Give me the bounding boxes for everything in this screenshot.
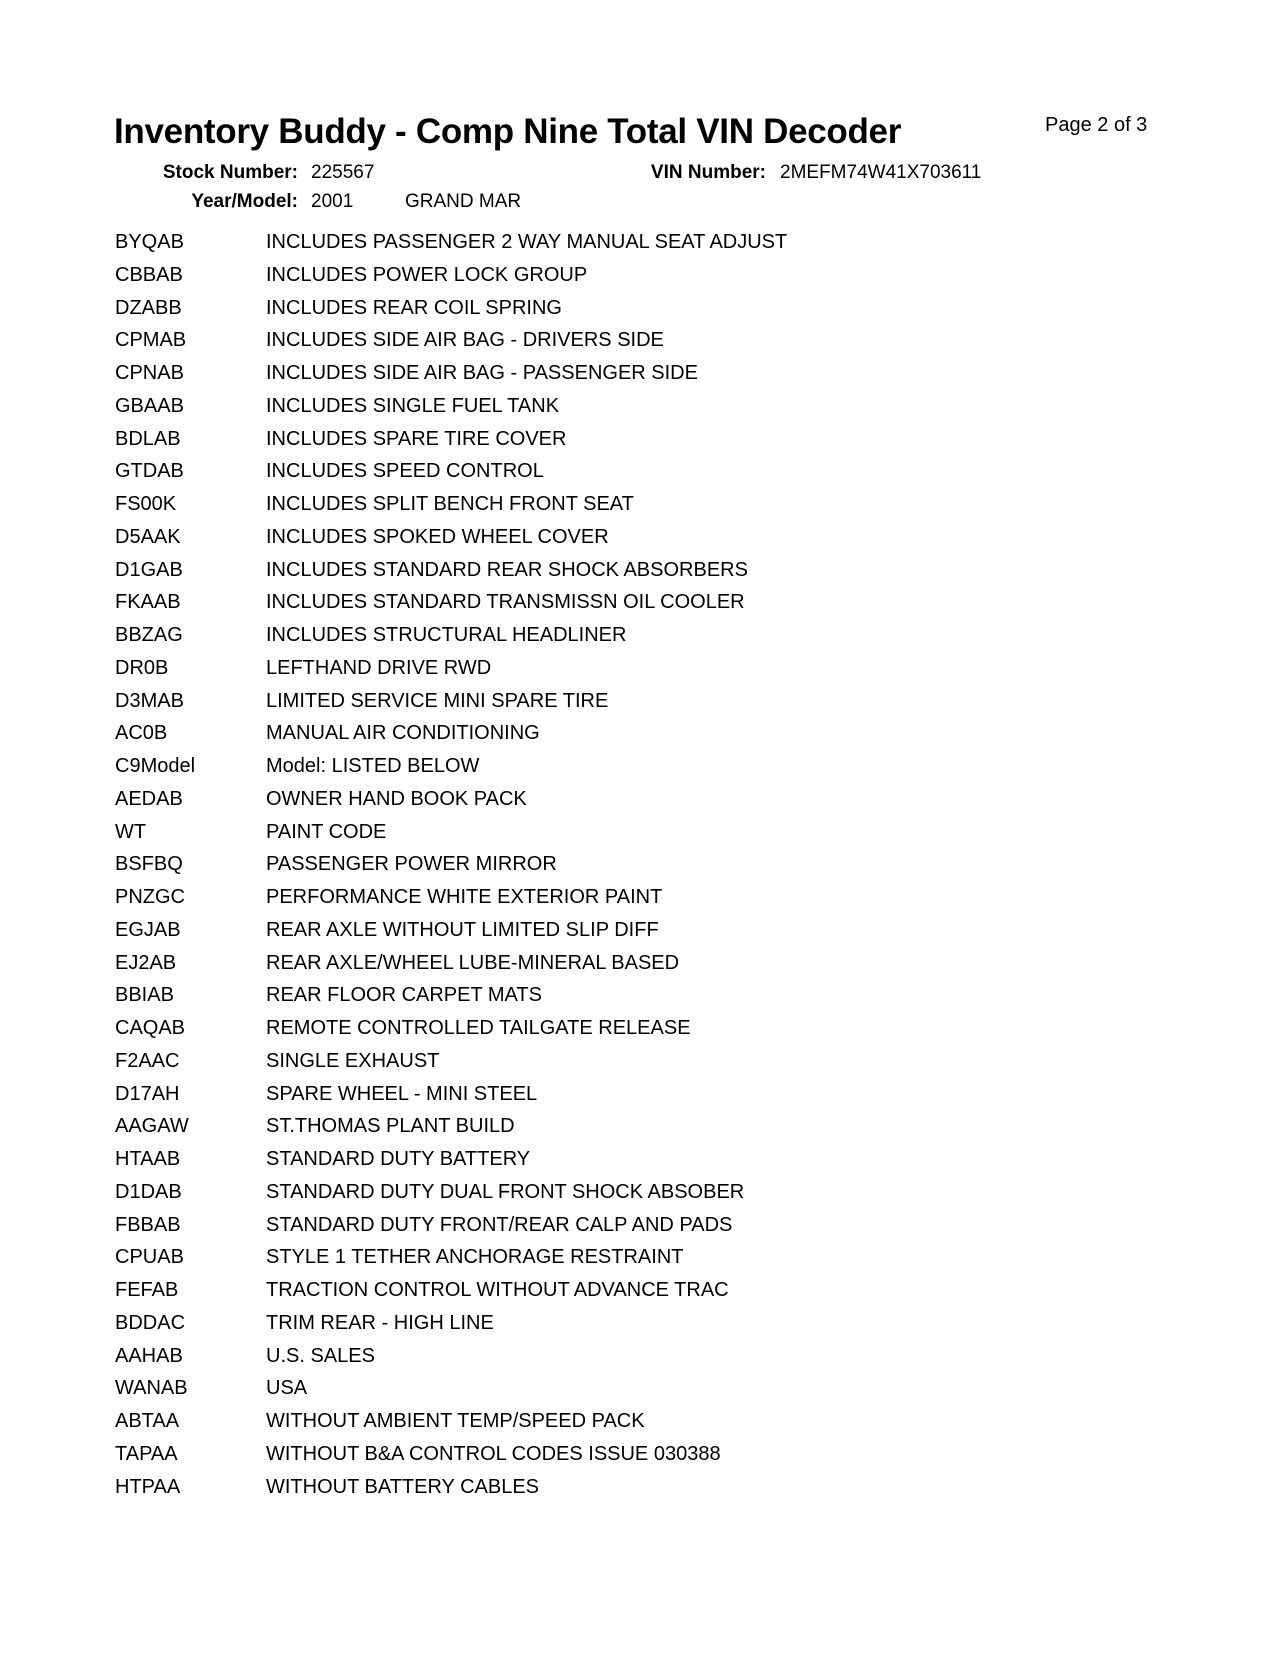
option-code: CPUAB [115, 1246, 184, 1269]
option-code: FKAAB [115, 591, 181, 614]
option-code: D5AAK [115, 525, 181, 548]
option-description: USA [266, 1377, 308, 1400]
option-description: INCLUDES STRUCTURAL HEADLINER [266, 624, 627, 646]
option-description: STANDARD DUTY BATTERY [266, 1148, 531, 1170]
option-code: CPMAB [115, 329, 187, 352]
option-description: WITHOUT AMBIENT TEMP/SPEED PACK [266, 1410, 645, 1432]
option-row [115, 427, 787, 460]
option-row [115, 1016, 787, 1049]
option-code: PNZGC [115, 886, 185, 908]
option-code: EGJAB [115, 918, 181, 941]
option-row [115, 1311, 787, 1344]
option-code: WANAB [115, 1377, 188, 1400]
option-code: BDDAC [115, 1311, 186, 1334]
option-code: C9Model [115, 755, 196, 777]
option-row [115, 721, 787, 754]
option-row [115, 328, 787, 361]
option-description: INCLUDES SPARE TIRE COVER [266, 427, 567, 450]
option-code: BDLAB [115, 427, 181, 450]
page-title: Inventory Buddy - Comp Nine Total VIN Decoder [114, 112, 902, 151]
option-description: INCLUDES SPOKED WHEEL COVER [266, 525, 609, 548]
option-row [115, 525, 787, 558]
option-description: STANDARD DUTY FRONT/REAR CALP AND PADS [266, 1213, 733, 1236]
option-description: PERFORMANCE WHITE EXTERIOR PAINT [266, 886, 663, 908]
option-code: FBBAB [115, 1213, 181, 1236]
option-code: EJ2AB [115, 951, 177, 974]
option-row [115, 1278, 787, 1311]
option-row [115, 787, 787, 820]
option-description: ST.THOMAS PLANT BUILD [266, 1115, 515, 1138]
option-row [115, 1245, 787, 1278]
option-description: Model: LISTED BELOW [266, 755, 480, 777]
option-description: LIMITED SERVICE MINI SPARE TIRE [266, 689, 609, 712]
option-row [115, 1180, 787, 1213]
option-row [115, 459, 787, 492]
option-row [115, 951, 787, 984]
option-code: BSFBQ [115, 853, 183, 876]
option-row [115, 885, 787, 918]
year-value: 2001 [311, 191, 354, 212]
option-row [115, 1376, 787, 1409]
option-row [115, 558, 787, 591]
option-code: F2AAC [115, 1049, 180, 1072]
option-description: WITHOUT BATTERY CABLES [266, 1475, 540, 1498]
option-description: INCLUDES SPLIT BENCH FRONT SEAT [266, 493, 634, 515]
option-code: BYQAB [115, 231, 184, 253]
option-code: D17AH [115, 1082, 180, 1105]
option-code: WT [115, 820, 147, 843]
option-description: INCLUDES SINGLE FUEL TANK [266, 394, 560, 417]
option-row [115, 230, 787, 263]
option-row [115, 983, 787, 1016]
option-code: BBIAB [115, 984, 174, 1007]
option-description: INCLUDES STANDARD TRANSMISSN OIL COOLER [266, 591, 745, 614]
option-row [115, 492, 787, 525]
option-row [115, 1049, 787, 1082]
option-code: GBAAB [115, 394, 184, 417]
option-description: INCLUDES STANDARD REAR SHOCK ABSORBERS [266, 558, 748, 581]
option-description: U.S. SALES [266, 1344, 375, 1367]
option-description: STYLE 1 TETHER ANCHORAGE RESTRAINT [266, 1246, 684, 1269]
vin-number-label: VIN Number: [650, 162, 766, 183]
option-description: REAR AXLE WITHOUT LIMITED SLIP DIFF [266, 918, 659, 941]
option-row [115, 754, 787, 787]
option-row [115, 1409, 787, 1442]
option-code: AAHAB [115, 1344, 183, 1367]
option-description: MANUAL AIR CONDITIONING [266, 722, 540, 745]
option-row [115, 820, 787, 853]
option-row [115, 296, 787, 329]
option-row [115, 1114, 787, 1147]
option-row [115, 1442, 787, 1475]
option-description: OWNER HAND BOOK PACK [266, 787, 527, 810]
option-description: INCLUDES SIDE AIR BAG - DRIVERS SIDE [266, 329, 664, 352]
option-description: SPARE WHEEL - MINI STEEL [266, 1082, 538, 1105]
option-code: AC0B [115, 722, 168, 745]
option-row [115, 263, 787, 296]
option-code: FEFAB [115, 1279, 179, 1301]
option-code: GTDAB [115, 460, 184, 483]
option-description: REAR AXLE/WHEEL LUBE-MINERAL BASED [266, 951, 680, 974]
option-description: STANDARD DUTY DUAL FRONT SHOCK ABSOBER [266, 1180, 745, 1203]
option-description: INCLUDES REAR COIL SPRING [266, 296, 562, 319]
option-code: TAPAA [115, 1442, 178, 1465]
option-code: HTPAA [115, 1475, 181, 1498]
option-code: D3MAB [115, 689, 184, 712]
option-code: ABTAA [115, 1410, 180, 1432]
option-description: TRACTION CONTROL WITHOUT ADVANCE TRAC [266, 1279, 729, 1301]
option-code: BBZAG [115, 624, 183, 646]
stock-number-value: 225567 [311, 162, 375, 183]
option-row [115, 1213, 787, 1246]
option-row [115, 918, 787, 951]
option-row [115, 394, 787, 427]
option-row [115, 852, 787, 885]
option-description: INCLUDES PASSENGER 2 WAY MANUAL SEAT ADJUST [266, 231, 788, 253]
option-code: D1GAB [115, 558, 183, 581]
option-row [115, 1082, 787, 1115]
option-row [115, 656, 787, 689]
option-row [115, 1147, 787, 1180]
option-code: DR0B [115, 656, 169, 679]
option-code: AAGAW [115, 1115, 189, 1138]
stock-number-label: Stock Number: [162, 162, 298, 183]
option-code: DZABB [115, 296, 182, 319]
option-code: CBBAB [115, 263, 183, 286]
option-code: CPNAB [115, 362, 184, 384]
option-description: SINGLE EXHAUST [266, 1049, 440, 1072]
option-row [115, 1475, 787, 1508]
option-row [115, 1344, 787, 1377]
option-description: PASSENGER POWER MIRROR [266, 853, 557, 876]
option-description: INCLUDES SIDE AIR BAG - PASSENGER SIDE [266, 362, 698, 384]
model-value: GRAND MAR [405, 191, 522, 212]
option-row [115, 689, 787, 722]
page-number: Page 2 of 3 [1045, 114, 1148, 136]
option-row [115, 361, 787, 394]
option-code: AEDAB [115, 787, 183, 810]
option-description: PAINT CODE [266, 820, 387, 843]
option-description: INCLUDES POWER LOCK GROUP [266, 263, 588, 286]
option-description: WITHOUT B&A CONTROL CODES ISSUE 030388 [266, 1442, 721, 1465]
option-description: TRIM REAR - HIGH LINE [266, 1311, 494, 1334]
option-code: FS00K [115, 493, 177, 515]
year-model-label: Year/Model: [191, 191, 298, 212]
option-row [115, 623, 787, 656]
option-description: LEFTHAND DRIVE RWD [266, 656, 492, 679]
options-list [115, 230, 787, 1507]
option-code: HTAAB [115, 1148, 181, 1170]
option-description: REMOTE CONTROLLED TAILGATE RELEASE [266, 1017, 691, 1039]
option-description: REAR FLOOR CARPET MATS [266, 984, 542, 1007]
option-description: INCLUDES SPEED CONTROL [266, 460, 544, 483]
vin-number-value: 2MEFM74W41X703611 [780, 162, 982, 183]
option-code: D1DAB [115, 1180, 182, 1203]
option-code: CAQAB [115, 1017, 186, 1039]
option-row [115, 590, 787, 623]
